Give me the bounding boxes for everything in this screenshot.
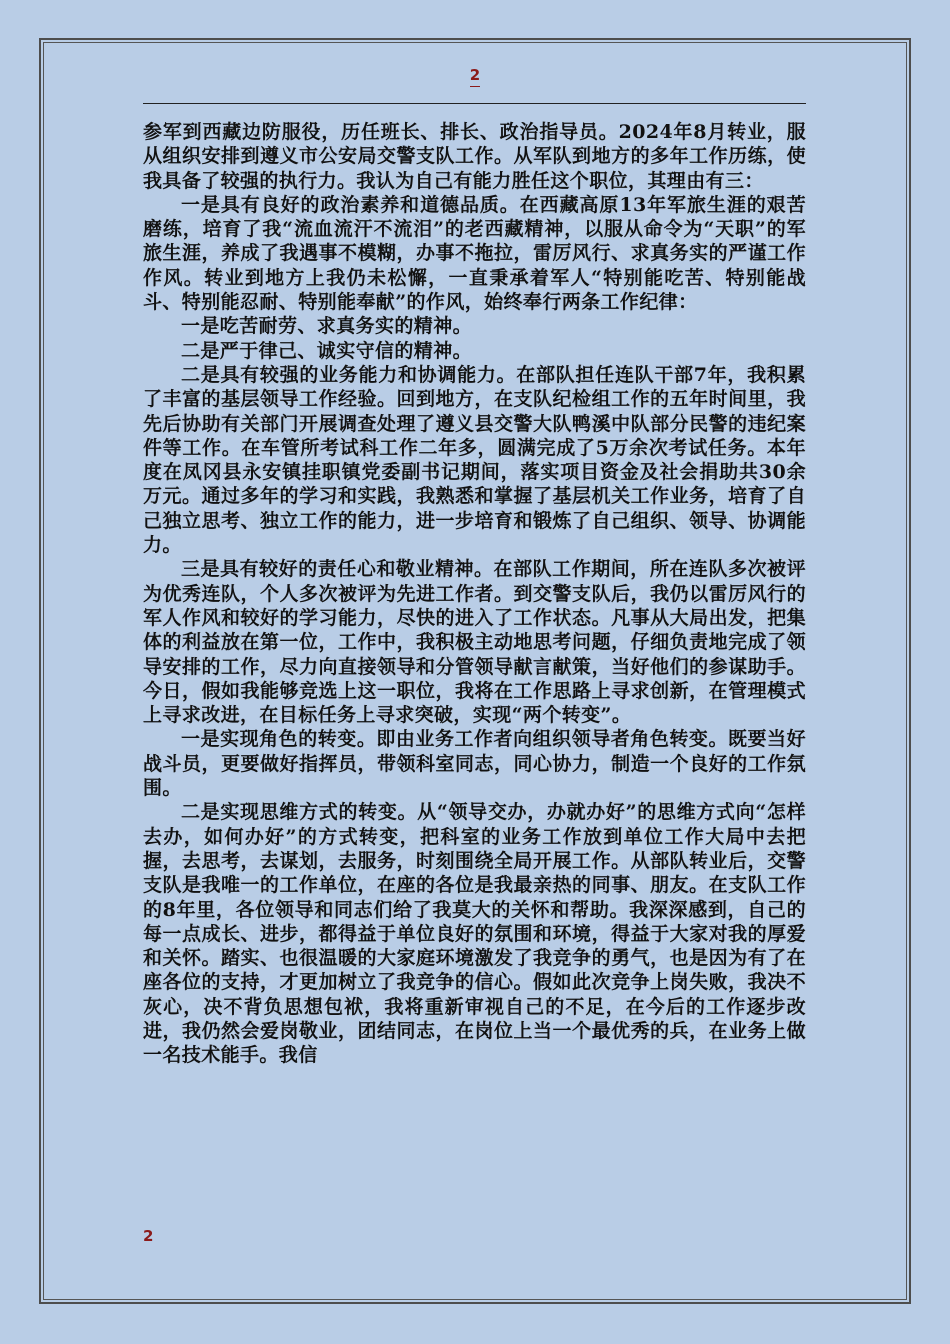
paragraph: 一是吃苦耐劳、求真务实的精神。 xyxy=(181,315,473,338)
header-rule xyxy=(143,103,806,104)
paragraph: 二是实现思维方式的转变。从“领导交办，办就办好”的思维方式向“怎样去办，如何办好”的方式转变，把科室的业务工作放到单位工作大局中去把握，去思考，去谋划，去服务，时刻围绕全局开展工作。从部队转业后，交警支队是我唯一的工作单位，在座的各位是我最亲热的同事、朋友。在支队工作的8年里，各位领导和同志们给了我莫大的关怀和帮助。我深深感到，自己的每一点成长、进步，都得益于单位良好的氛围和环境，得益于大家对我的厚爱和关怀。踏实、也很温暖的大家庭环境激发了我竞争的勇气，也是因为有了在座各位的支持，才更加树立了我竞争的信心。假如此次竞争上岗失败，我决不灰心，决不背负思想包袱，我将重新审视自己的不足，在今后的工作逐步改进，我仍然会爱岗敬业，团结同志，在岗位上当一个最优秀的兵，在业务上做一名技术能手。我信 xyxy=(143,801,806,1067)
document-body xyxy=(143,120,806,1068)
paragraph: 二是严于律己、诚实守信的精神。 xyxy=(181,339,473,362)
paragraph: 参军到西藏边防服役，历任班长、排长、政治指导员。2024年8月转业，服从组织安排到遵义市公安局交警支队工作。从军队到地方的多年工作历练，使我具备了较强的执行力。我认为自己有能力胜任这个职位，其理由有三： xyxy=(143,121,806,192)
header-page-number: 2 xyxy=(469,66,481,84)
paragraph: 一是具有良好的政治素养和道德品质。在西藏高原13年军旅生涯的艰苦磨练，培育了我“流血流汗不流泪”的老西藏精神，以服从命令为“天职”的军旅生涯，养成了我遇事不模糊，办事不拖拉，雷厉风行、求真务实的严谨工作作风。转业到地方上我仍未松懈，一直秉承着军人“特别能吃苦、特别能战斗、特别能忍耐、特别能奉献”的作风，始终奉行两条工作纪律： xyxy=(143,193,806,314)
paragraph: 三是具有较好的责任心和敬业精神。在部队工作期间，所在连队多次被评为优秀连队，个人多次被评为先进工作者。到交警支队后，我仍以雷厉风行的军人作风和较好的学习能力，尽快的进入了工作状态。凡事从大局出发，把集体的利益放在第一位，工作中，我积极主动地思考问题，仔细负责地完成了领导安排的工作，尽力向直接领导和分管领导献言献策，当好他们的参谋助手。今日，假如我能够竞选上这一职位，我将在工作思路上寻求创新，在管理模式上寻求改进，在目标任务上寻求突破，实现“两个转变”。 xyxy=(143,558,806,727)
header-number-underline xyxy=(470,86,480,87)
footer-page-number: 2 xyxy=(143,1227,154,1245)
paragraph: 二是具有较强的业务能力和协调能力。在部队担任连队干部7年，我积累了丰富的基层领导工作经验。回到地方，在支队纪检组工作的五年时间里，我先后协助有关部门开展调查处理了遵义县交警大队鸭溪中队部分民警的违纪案件等工作。在车管所考试科工作二年多，圆满完成了5万余次考试任务。本年度在凤冈县永安镇挂职镇党委副书记期间，落实项目资金及社会捐助共30余万元。通过多年的学习和实践，我熟悉和掌握了基层机关工作业务，培育了自己独立思考、独立工作的能力，进一步培育和锻炼了自己组织、领导、协调能力。 xyxy=(143,363,806,557)
paragraph: 一是实现角色的转变。即由业务工作者向组织领导者角色转变。既要当好战斗员，更要做好指挥员，带领科室同志，同心协力，制造一个良好的工作氛围。 xyxy=(143,728,806,800)
